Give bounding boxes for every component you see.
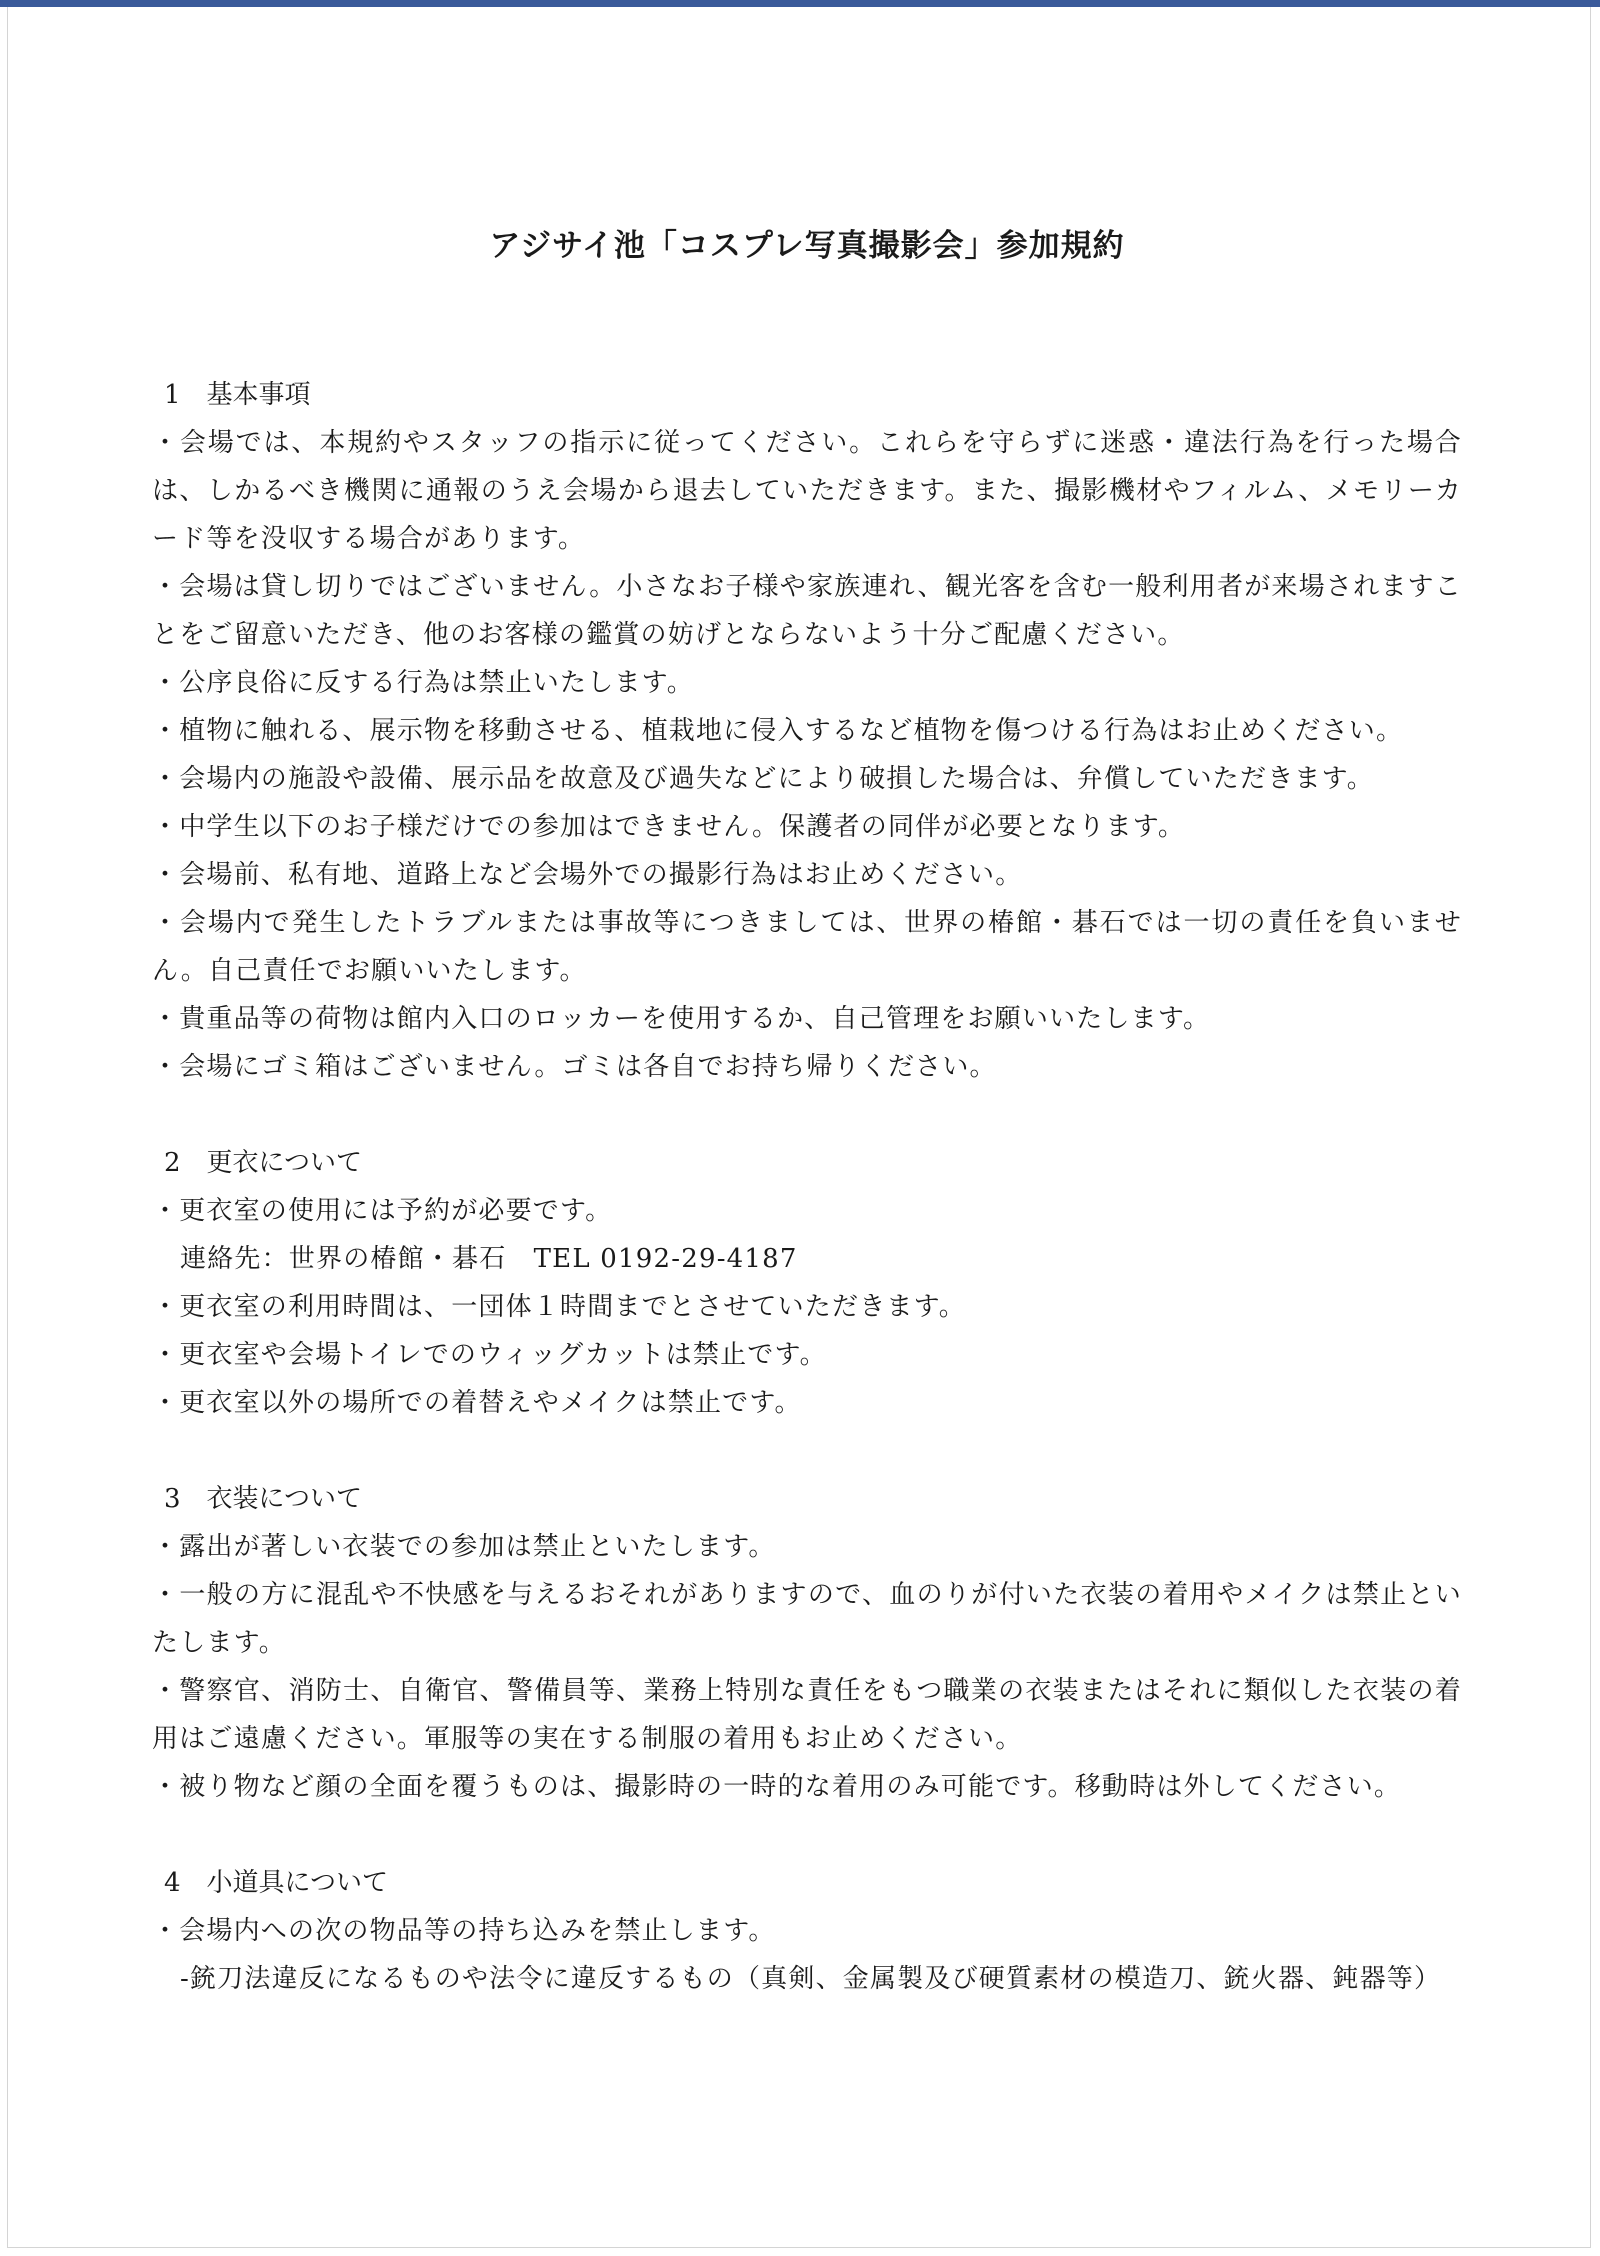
section-heading: 2 更衣について <box>164 1148 363 1178</box>
paragraph: ・中学生以下のお子様だけでの参加はできません。保護者の同伴が必要となります。 <box>152 812 1186 842</box>
contact-info: 連絡先：世界の椿館・碁石 TEL 0192-29-4187 <box>180 1244 798 1274</box>
prohibited-items-detail: -銃刀法違反になるものや法令に違反するもの（真剣、金属製及び硬質素材の模造刀、銃火器、鈍器等） <box>180 1964 1442 1994</box>
section-heading: 4 小道具について <box>164 1868 389 1898</box>
window-top-bar <box>0 0 1600 7</box>
paragraph: ・警察官、消防士、自衛官、警備員等、業務上特別な責任をもつ職業の衣装またはそれに類似した衣装の着用はご遠慮ください。軍服等の実在する制服の着用もお止めください。 <box>152 1676 1462 1754</box>
paragraph: ・会場内への次の物品等の持ち込みを禁止します。 <box>152 1916 776 1946</box>
paragraph: ・会場にゴミ箱はございません。ゴミは各自でお持ち帰りください。 <box>152 1052 997 1082</box>
paragraph: ・公序良俗に反する行為は禁止いたします。 <box>152 668 694 698</box>
paragraph: ・更衣室の利用時間は、一団体１時間までとさせていただきます。 <box>152 1292 966 1322</box>
paragraph: ・会場内で発生したトラブルまたは事故等につきましては、世界の椿館・碁石では一切の責任を負いません。自己責任でお願いいたします。 <box>152 908 1462 986</box>
section-basic-matters <box>152 371 1462 1091</box>
paragraph: ・更衣室以外の場所での着替えやメイクは禁止です。 <box>152 1388 802 1418</box>
document-page <box>7 7 1591 2248</box>
paragraph: ・一般の方に混乱や不快感を与えるおそれがありますので、血のりが付いた衣装の着用やメイクは禁止といたします。 <box>152 1580 1462 1658</box>
paragraph: ・会場前、私有地、道路上など会場外での撮影行為はお止めください。 <box>152 860 1023 890</box>
document-body <box>152 217 1462 2051</box>
document-title: アジサイ池「コスプレ写真撮影会」参加規約 <box>489 228 1125 264</box>
paragraph: ・会場内の施設や設備、展示品を故意及び過失などにより破損した場合は、弁償していただきます。 <box>152 764 1374 794</box>
paragraph: ・更衣室の使用には予約が必要です。 <box>152 1196 613 1226</box>
paragraph: ・被り物など顔の全面を覆うものは、撮影時の一時的な着用のみ可能です。移動時は外してください。 <box>152 1772 1402 1802</box>
section-changing-room <box>152 1139 1462 1427</box>
section-costumes <box>152 1475 1462 1811</box>
section-heading: 1 基本事項 <box>164 380 311 410</box>
section-props <box>152 1859 1462 2003</box>
paragraph: ・更衣室や会場トイレでのウィッグカットは禁止です。 <box>152 1340 827 1370</box>
paragraph: ・貴重品等の荷物は館内入口のロッカーを使用するか、自己管理をお願いいたします。 <box>152 1004 1211 1034</box>
paragraph: ・露出が著しい衣装での参加は禁止といたします。 <box>152 1532 776 1562</box>
paragraph: ・植物に触れる、展示物を移動させる、植栽地に侵入するなど植物を傷つける行為はお止めください。 <box>152 716 1404 746</box>
paragraph: ・会場は貸し切りではございません。小さなお子様や家族連れ、観光客を含む一般利用者が来場されますことをご留意いただき、他のお客様の鑑賞の妨げとならないよう十分ご配慮ください。 <box>152 572 1462 650</box>
paragraph: ・会場では、本規約やスタッフの指示に従ってください。これらを守らずに迷惑・違法行為を行った場合は、しかるべき機関に通報のうえ会場から退去していただきます。また、撮影機材やフィルム、メモリーカード等を没収する場合があります。 <box>152 428 1462 554</box>
section-heading: 3 衣装について <box>164 1484 363 1514</box>
